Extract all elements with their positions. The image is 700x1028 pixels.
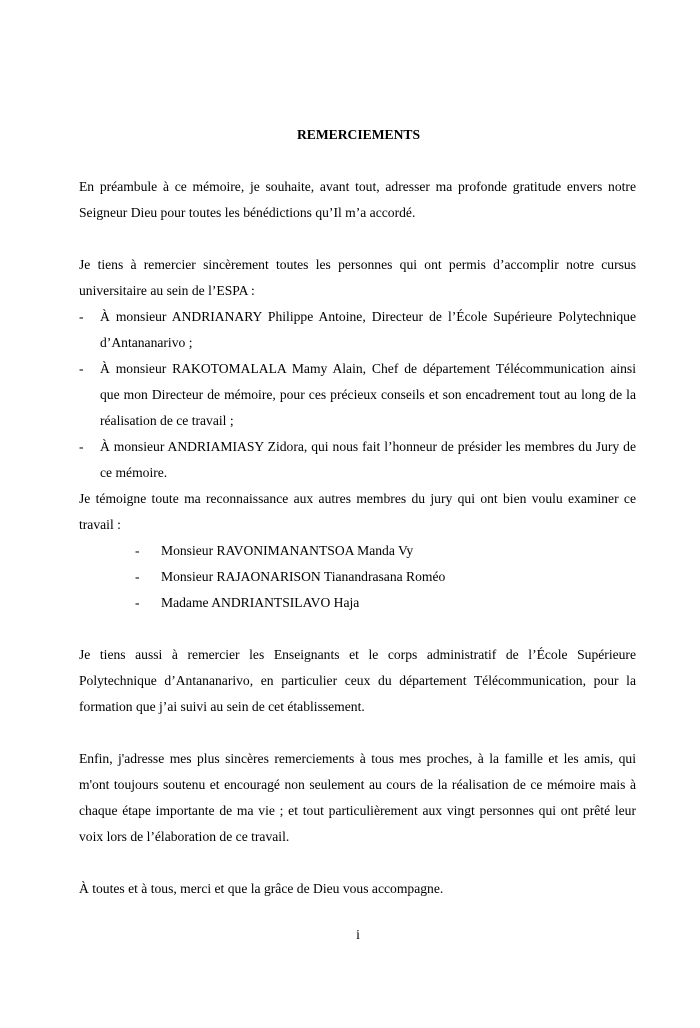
list-item [79,590,636,616]
list-item-text: Madame ANDRIANTSILAVO Haja [161,595,360,610]
paragraph-closing: À toutes et à tous, merci et que la grâce de Dieu vous accompagne. [79,881,444,896]
paragraph-teachers-thanks: Je tiens aussi à remercier les Enseignants et le corps administratif de l’École Supérieure Polytechnique d’Antananarivo, en particulier ceux du département Télécommunication, pour la formation que j’ai suivi au sein de cet établissement. [79,647,636,714]
page-number: i [356,927,360,942]
list-item [79,564,636,590]
list-item-text: À monsieur ANDRIAMIASY Zidora, qui nous fait l’honneur de présider les membres du Jury de ce mémoire. [100,439,636,480]
list-item [79,304,636,356]
jury-list [79,538,636,616]
list-item-text: À monsieur ANDRIANARY Philippe Antoine, Directeur de l’École Supérieure Polytechnique d’Antananarivo ; [100,309,636,350]
dash-bullet: - [135,543,140,558]
spacer [79,226,636,252]
dash-bullet: - [79,439,84,454]
paragraph-family-thanks: Enfin, j'adresse mes plus sincères remerciements à tous mes proches, à la famille et les amis, qui m'ont toujours soutenu et encouragé non seulement au cours de la réalisation de ce mémoire mais à chaque étape importante de ma vie ; et tout particulièrement aux vingt personnes qui ont prêté leur voix lors de l’élaboration de ce travail. [79,751,636,844]
spacer [79,850,636,876]
dash-bullet: - [135,595,140,610]
list-item-text: Monsieur RAVONIMANANTSOA Manda Vy [161,543,414,558]
list-item-text: Monsieur RAJAONARISON Tianandrasana Roméo [161,569,446,584]
page-content [79,122,636,902]
thanks-list [79,304,636,486]
list-item [79,538,636,564]
list-item-text: À monsieur RAKOTOMALALA Mamy Alain, Chef de département Télécommunication ainsi que mon Directeur de mémoire, pour ces précieux conseils et son encadrement tout au long de la réalisation de ce travail ; [100,361,636,428]
dash-bullet: - [135,569,140,584]
paragraph-preamble: En préambule à ce mémoire, je souhaite, avant tout, adresser ma profonde gratitude envers notre Seigneur Dieu pour toutes les bénédictions qu’Il m’a accordé. [79,179,636,220]
paragraph-espa-thanks: Je tiens à remercier sincèrement toutes les personnes qui ont permis d’accomplir notre cursus universitaire au sein de l’ESPA : [79,257,636,298]
paragraph-jury-intro: Je témoigne toute ma reconnaissance aux autres membres du jury qui ont bien voulu examiner ce travail : [79,491,636,532]
spacer [79,616,636,642]
dash-bullet: - [79,361,84,376]
list-item [79,356,636,434]
dash-bullet: - [79,309,84,324]
spacer [79,720,636,746]
page-title: REMERCIEMENTS [296,127,421,142]
list-item [79,434,636,486]
